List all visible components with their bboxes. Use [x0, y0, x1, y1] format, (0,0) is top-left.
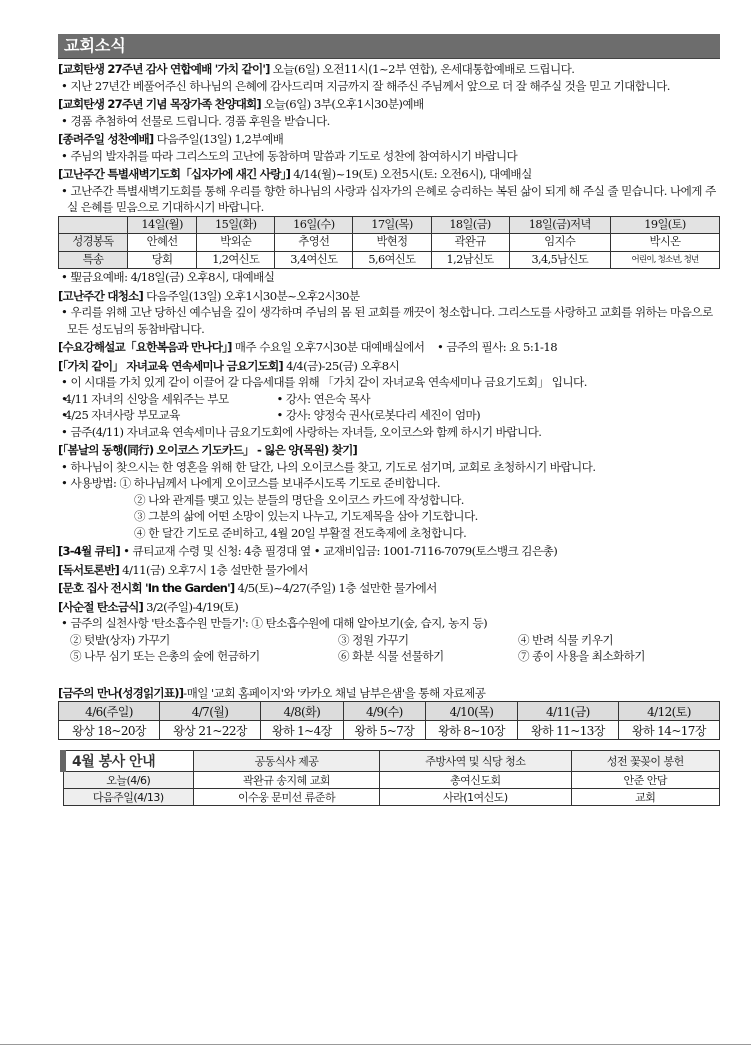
news-bullet: • 지난 27년간 베풀어주신 하나님의 은혜에 감사드리며 지금까지 잘 해주신 주님께서 앞으로 더 잘 해주실 것을 믿고 기대합니다. — [58, 78, 720, 95]
news-bullet-good-friday: • 聖금요예배: 4/18일(금) 오후8시, 대예배실 — [58, 269, 720, 286]
section-title: 교회소식 — [58, 34, 720, 59]
usage-step: ③ 그분의 삶에 어떤 소망이 있는지 나누고, 기도제목을 삼아 기도합니다. — [134, 509, 478, 523]
usage-step: ② 나와 관계를 맺고 있는 분들의 명단을 오이코스 카드에 작성합니다. — [134, 492, 464, 507]
table-row: 오늘(4/6) 곽완규 송지혜 교회 총여신도회 안준 안담 — [63, 772, 720, 789]
news-bullet: • 이 시대를 가치 있게 같이 이끌어 갈 다음세대를 위해 「가치 같이 자녀교육 연속세미나 금요기도회」 입니다. — [58, 374, 720, 391]
news-item-parenting-seminar: [「가치 같이」 자녀교육 연속세미나 금요기도회] 4/4(금)-25(금) 오후8시 — [58, 358, 400, 373]
service-schedule-table — [60, 750, 720, 806]
service-title: 4월 봉사 안내 — [63, 751, 194, 772]
news-list — [58, 61, 720, 701]
table-header-row: 4/6(주일) 4/7(월) 4/8(화) 4/9(수) 4/10(목) 4/11(금) 4/12(토) — [59, 702, 720, 721]
news-item-praise-contest: [교회탄생 27주년 기념 목장가족 찬양대회] 오늘(6일) 3부(오후1시30분)예배 — [58, 97, 424, 111]
news-bullet: • 고난주간 특별새벽기도회를 통해 우리를 향한 하나님의 사랑과 십자가의 은혜로 승리하는 복된 삶이 되게 해 주실 줄 믿습니다. 나에게 주실 은혜를 믿음으로 기대하시기 바랍니다. — [58, 183, 720, 216]
news-item-qt: [3-4월 큐티] • 큐티교재 수령 및 신청: 4층 필경대 옆 • 교재비입금: 1001-7116-7079(토스뱅크 김은총) — [58, 544, 558, 558]
usage-step: ④ 한 달간 기도로 준비하고, 4월 20일 부활절 전도축제에 초청합니다. — [134, 525, 467, 540]
bible-reading-table — [58, 701, 720, 740]
news-item-cleaning: [고난주간 대청소] 다음주일(13일) 오후1시30분~오후2시30분 — [58, 288, 360, 303]
table-row: 다음주일(4/13) 이수웅 문미선 류준하 사라(1여신도) 교회 — [63, 789, 720, 806]
news-bullet: • 주님의 발자취를 따라 그리스도의 고난에 동참하며 말씀과 기도로 성찬에 참여하시기 바랍니다 — [58, 148, 720, 165]
news-item-anniversary-service: [교회탄생 27주년 감사 연합예배 '가치 같이'] 오늘(6일) 오전11시(1~2부 연합), 온세대통합예배로 드립니다. — [58, 62, 575, 76]
table-row: 성경봉독 안혜선 박외순 추영선 박현정 곽완규 임지수 박시온 — [59, 234, 720, 252]
news-bullet: • 금주(4/11) 자녀교육 연속세미나 금요기도회에 사랑하는 자녀들, 오이코스와 함께 하시기 바랍니다. — [58, 424, 720, 441]
table-row: 왕상 18~20장 왕상 21~22장 왕하 1~4장 왕하 5~7장 왕하 8~10장 왕하 11~13장 왕하 14~17장 — [59, 721, 720, 740]
page-bottom-rule — [0, 1044, 751, 1045]
table-header-row: 4월 봉사 안내 공동식사 제공 주방사역 및 식당 청소 성전 꽃꽂이 봉헌 — [63, 751, 720, 772]
practice-row: ② 텃밭(상자) 가꾸기 ③ 정원 가꾸기 ④ 반려 식물 키우기 — [70, 632, 613, 647]
table-header-row: 14일(월) 15일(화) 16일(수) 17일(목) 18일(금) 18일(금)저녁 19일(토) — [59, 216, 720, 234]
table-row: 특송 당회 1,2여신도 3,4여신도 5,6여신도 1,2남신도 3,4,5남신도 어린이, 청소년, 청년 — [59, 251, 720, 269]
practice-row: ⑤ 나무 심기 또는 은총의 숲에 헌금하기 ⑥ 화분 식물 선물하기 ⑦ 종이 사용을 최소화하기 — [70, 649, 645, 663]
news-item-palm-sunday: [종려주일 성찬예배] 다음주일(13일) 1,2부예배 — [58, 132, 284, 146]
news-item-wednesday-sermon: [수요강해설교「요한복음과 만나다」] 매주 수요일 오후7시30분 대예배실에서 • 금주의 필사: 요 5:1-18 — [58, 340, 558, 354]
news-bullet: • 4/25 자녀사랑 부모교육 • 강사: 양정숙 권사(로봇다리 세진이 엄마) — [58, 407, 720, 424]
news-item-dawn-prayer: [고난주간 특별새벽기도회「십자가에 새긴 사랑」] 4/14(월)~19(토) 오전5시(토: 오전6시), 대예배실 — [58, 167, 532, 181]
news-item-carbon-fast: [사순절 탄소금식] 3/2(주일)-4/19(토) — [58, 599, 239, 614]
news-bullet: • 우리를 위해 고난 당하신 예수님을 깊이 생각하며 주님의 몸 된 교회를 깨끗이 청소합니다. 그리스도를 사랑하고 교회를 위하는 마음으로 모든 성도님의 동참바랍니다. — [58, 304, 720, 337]
news-bullet: • 경품 추첨하여 선물로 드립니다. 경품 후원을 받습니다. — [58, 113, 720, 130]
bible-reading-header: [금주의 만나(성경읽기표)]-매일 '교회 홈페이지'와 '카카오 채널 남부은샘'을 통해 자료제공 — [58, 685, 486, 700]
news-item-oikos-prayer-card: [「봄날의 동행(同行) 오이코스 기도카드」 - 잃은 양(목원) 찾기] — [58, 443, 358, 457]
dawn-prayer-schedule-table — [58, 216, 720, 270]
news-bullet: • 금주의 실천사항 '탄소흡수원 만들기': ① 탄소흡수원에 대해 알아보기(숲, 습지, 농지 등) — [58, 615, 720, 632]
news-bullet: • 4/11 자녀의 신앙을 세워주는 부모 • 강사: 연은숙 목사 — [58, 391, 720, 408]
bulletin-page — [58, 34, 720, 806]
news-item-book-club: [독서토론반] 4/11(금) 오후7시 1층 설만한 물가에서 — [58, 562, 308, 577]
news-bullet: • 사용방법: ① 하나님께서 나에게 오이코스를 보내주시도록 기도로 준비합니다. — [58, 475, 720, 492]
news-bullet: • 하나님이 찾으시는 한 영혼을 위해 한 달간, 나의 오이코스를 찾고, 기도로 섬기며, 교회로 초청하시기 바랍니다. — [58, 459, 720, 476]
news-item-exhibition: [문호 집사 전시회 'In the Garden'] 4/5(토)~4/27(주일) 1층 설만한 물가에서 — [58, 581, 437, 595]
